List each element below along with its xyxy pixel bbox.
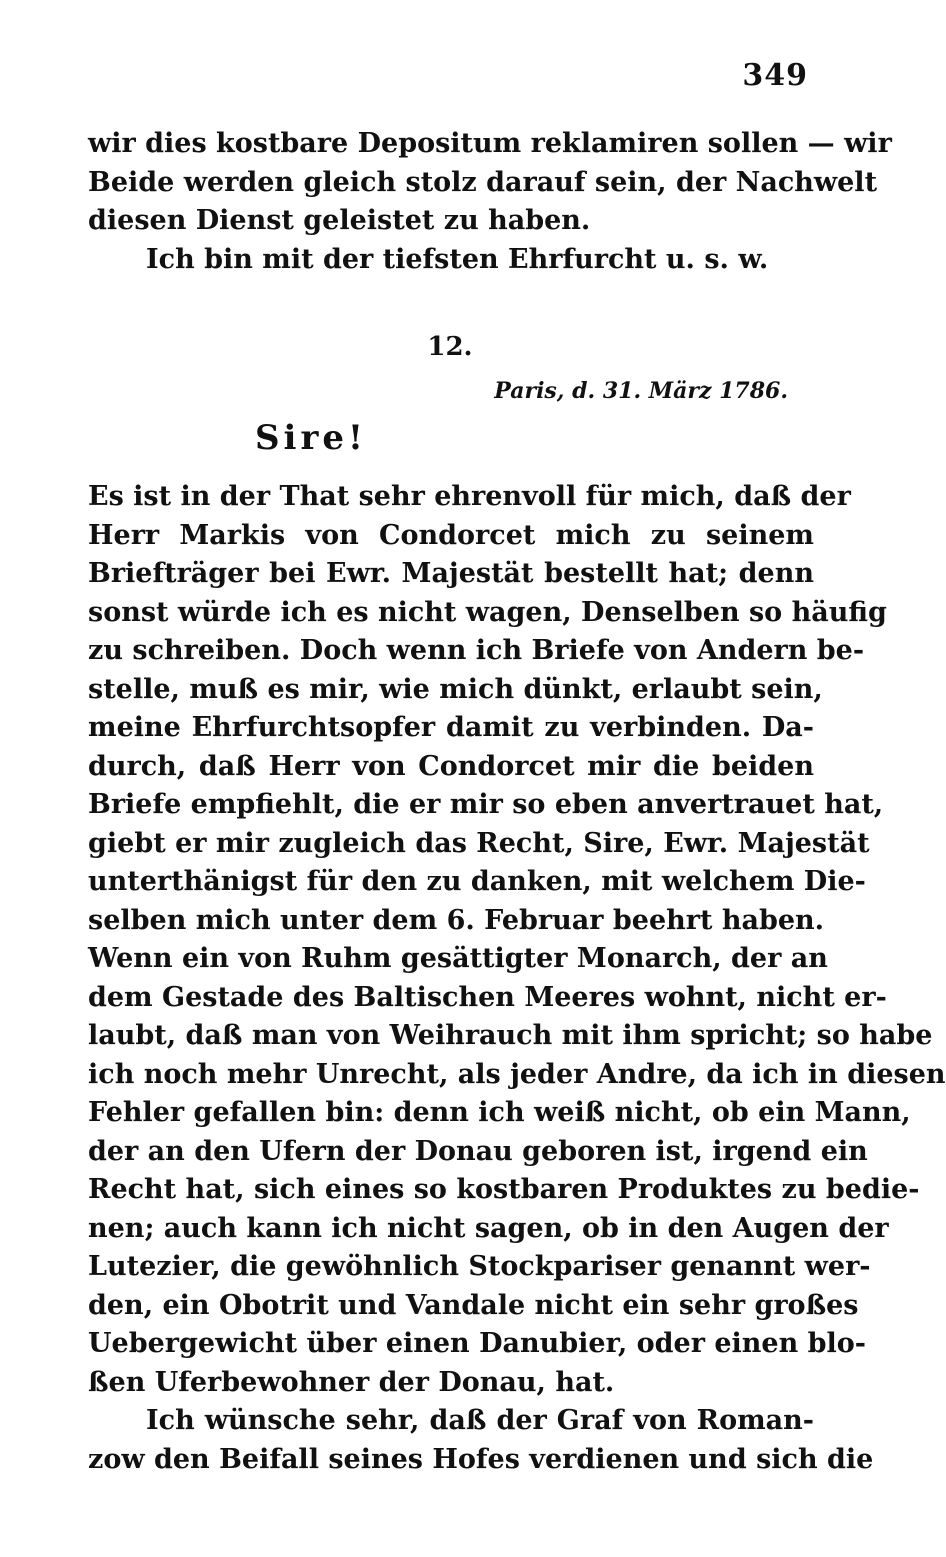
text-line: Briefträger bei Ewr. Majestät bestellt hat; denn — [88, 558, 814, 589]
text-line: den, ein Obotrit und Vandale nicht ein sehr großes — [88, 1289, 859, 1321]
text-line: Beide werden gleich stolz darauf sein, der Nachwelt — [88, 166, 878, 198]
text-line: Lutezier, die gewöhnlich Stockpariser genannt wer- — [88, 1251, 871, 1282]
text-line: nen; auch kann ich nicht sagen, ob in den Augen der — [88, 1212, 889, 1244]
text-line: sonst würde ich es nicht wagen, Denselben so häufig — [88, 596, 887, 628]
text-line: Fehler gefallen bin: denn ich weiß nicht, ob ein Mann, — [88, 1097, 911, 1128]
page-number: 349 — [742, 58, 808, 93]
text-line: der an den Ufern der Donau geboren ist, irgend ein — [88, 1135, 868, 1167]
letter-number: 12. — [427, 332, 473, 362]
text-line: ßen Uferbewohner der Donau, hat. — [88, 1366, 615, 1398]
text-line: Wenn ein von Ruhm gesättigter Monarch, der an — [88, 943, 828, 974]
text-line: Recht hat, sich eines so kostbaren Produktes zu bedie- — [88, 1174, 920, 1205]
previous-letter-ending — [88, 125, 892, 279]
text-line: wir dies kostbare Depositum reklamiren sollen — wir — [88, 128, 892, 159]
text-line: selben mich unter dem 6. Februar beehrt haben. — [88, 904, 825, 936]
text-line: giebt er mir zugleich das Recht, Sire, Ewr. Majestät — [88, 827, 870, 859]
text-line: unterthänigst für den zu danken, mit welchem Die- — [88, 866, 866, 897]
text-line: zow den Beifall seines Hofes verdienen und sich die — [88, 1443, 874, 1475]
text-line: Briefe empfiehlt, die er mir so eben anvertrauet hat, — [88, 789, 884, 820]
text-line: Uebergewicht über einen Danubier, oder einen blo- — [88, 1328, 866, 1359]
closing-formula: Ich bin mit der tiefsten Ehrfurcht u. s. w. — [146, 243, 769, 275]
text-line: dem Gestade des Baltischen Meeres wohnt, nicht er- — [88, 981, 887, 1013]
text-line: Es ist in der That sehr ehrenvoll für mich, daß der — [88, 481, 851, 512]
text-line: zu schreiben. Doch wenn ich Briefe von Andern be- — [88, 635, 865, 666]
text-line: Ich wünsche sehr, daß der Graf von Roman- — [146, 1405, 814, 1436]
text-line: ich noch mehr Unrecht, als jeder Andre, da ich in diesen — [88, 1058, 946, 1090]
text-line: diesen Dienst geleistet zu haben. — [88, 205, 591, 236]
text-line: laubt, daß man von Weihrauch mit ihm spricht; so habe — [88, 1020, 933, 1051]
text-line: meine Ehrfurchtsopfer damit zu verbinden. Da- — [88, 712, 814, 743]
text-line: Herr Markis von Condorcet mich zu seinem — [88, 519, 814, 551]
text-line: durch, daß Herr von Condorcet mir die beiden — [88, 750, 814, 782]
letter-body — [88, 478, 946, 1479]
dateline: Paris, d. 31. März 1786. — [494, 378, 788, 404]
text-line: stelle, muß es mir, wie mich dünkt, erlaubt sein, — [88, 673, 823, 705]
salutation: Sire! — [255, 418, 367, 458]
